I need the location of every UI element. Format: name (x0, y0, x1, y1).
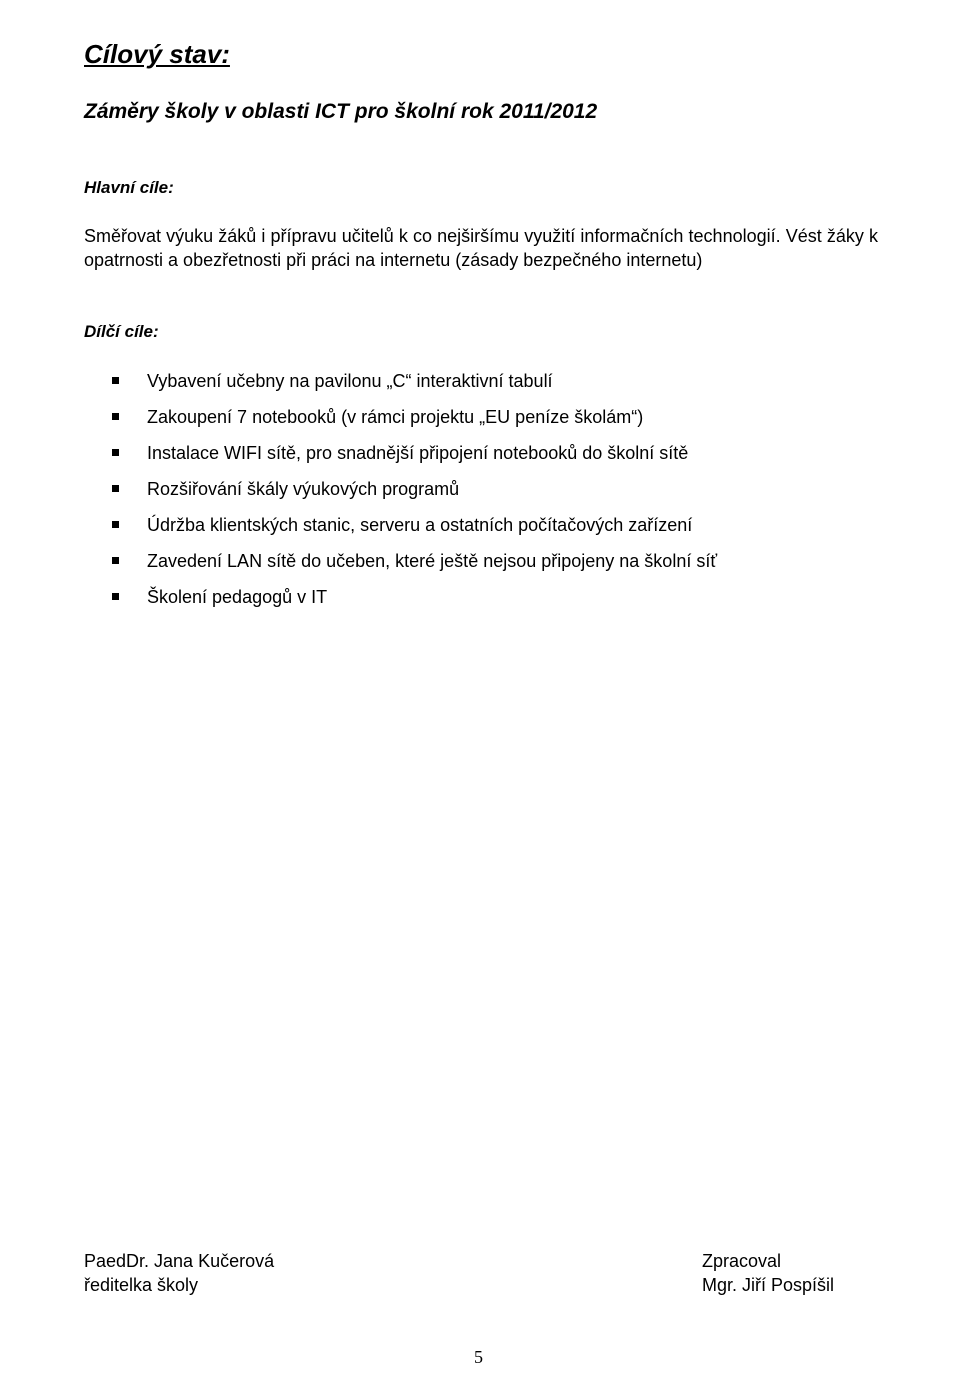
bullet-square-icon (112, 557, 119, 564)
partial-goals-heading: Dílčí cíle: (84, 322, 159, 341)
page-number: 5 (474, 1347, 483, 1367)
main-goals-heading: Hlavní cíle: (84, 178, 174, 197)
bullet-square-icon (112, 521, 119, 528)
signature-left-role: ředitelka školy (84, 1275, 199, 1295)
signature-left-name: PaedDr. Jana Kučerová (84, 1251, 275, 1271)
bullet-square-icon (112, 449, 119, 456)
bullet-square-icon (112, 485, 119, 492)
bullet-square-icon (112, 413, 119, 420)
list-item-text: Zavedení LAN sítě do učeben, které ještě nejsou připojeny na školní síť (147, 551, 718, 571)
signature-right-name: Mgr. Jiří Pospíšil (702, 1275, 835, 1295)
main-goals-paragraph: Směřovat výuku žáků i přípravu učitelů k co nejširšímu využití informačních technologií. Vést žáky k opatrnosti a obezřetnosti při práci na internetu (zásady bezpečného internetu) (84, 226, 878, 270)
list-item-text: Zakoupení 7 notebooků (v rámci projektu „EU peníze školám“) (147, 407, 644, 427)
list-item-text: Školení pedagogů v IT (147, 587, 328, 607)
signature-right-label: Zpracoval (702, 1251, 782, 1271)
page-title: Cílový stav: (84, 39, 230, 69)
bullet-square-icon (112, 593, 119, 600)
list-item-text: Instalace WIFI sítě, pro snadnější připojení notebooků do školní sítě (147, 443, 689, 463)
list-item-text: Vybavení učebny na pavilonu „C“ interaktivní tabulí (147, 371, 553, 391)
bullet-square-icon (112, 377, 119, 384)
page-subtitle: Záměry školy v oblasti ICT pro školní rok 2011/2012 (84, 100, 598, 123)
list-item-text: Rozšiřování škály výukových programů (147, 479, 460, 499)
list-item-text: Údržba klientských stanic, serveru a ostatních počítačových zařízení (147, 515, 693, 535)
